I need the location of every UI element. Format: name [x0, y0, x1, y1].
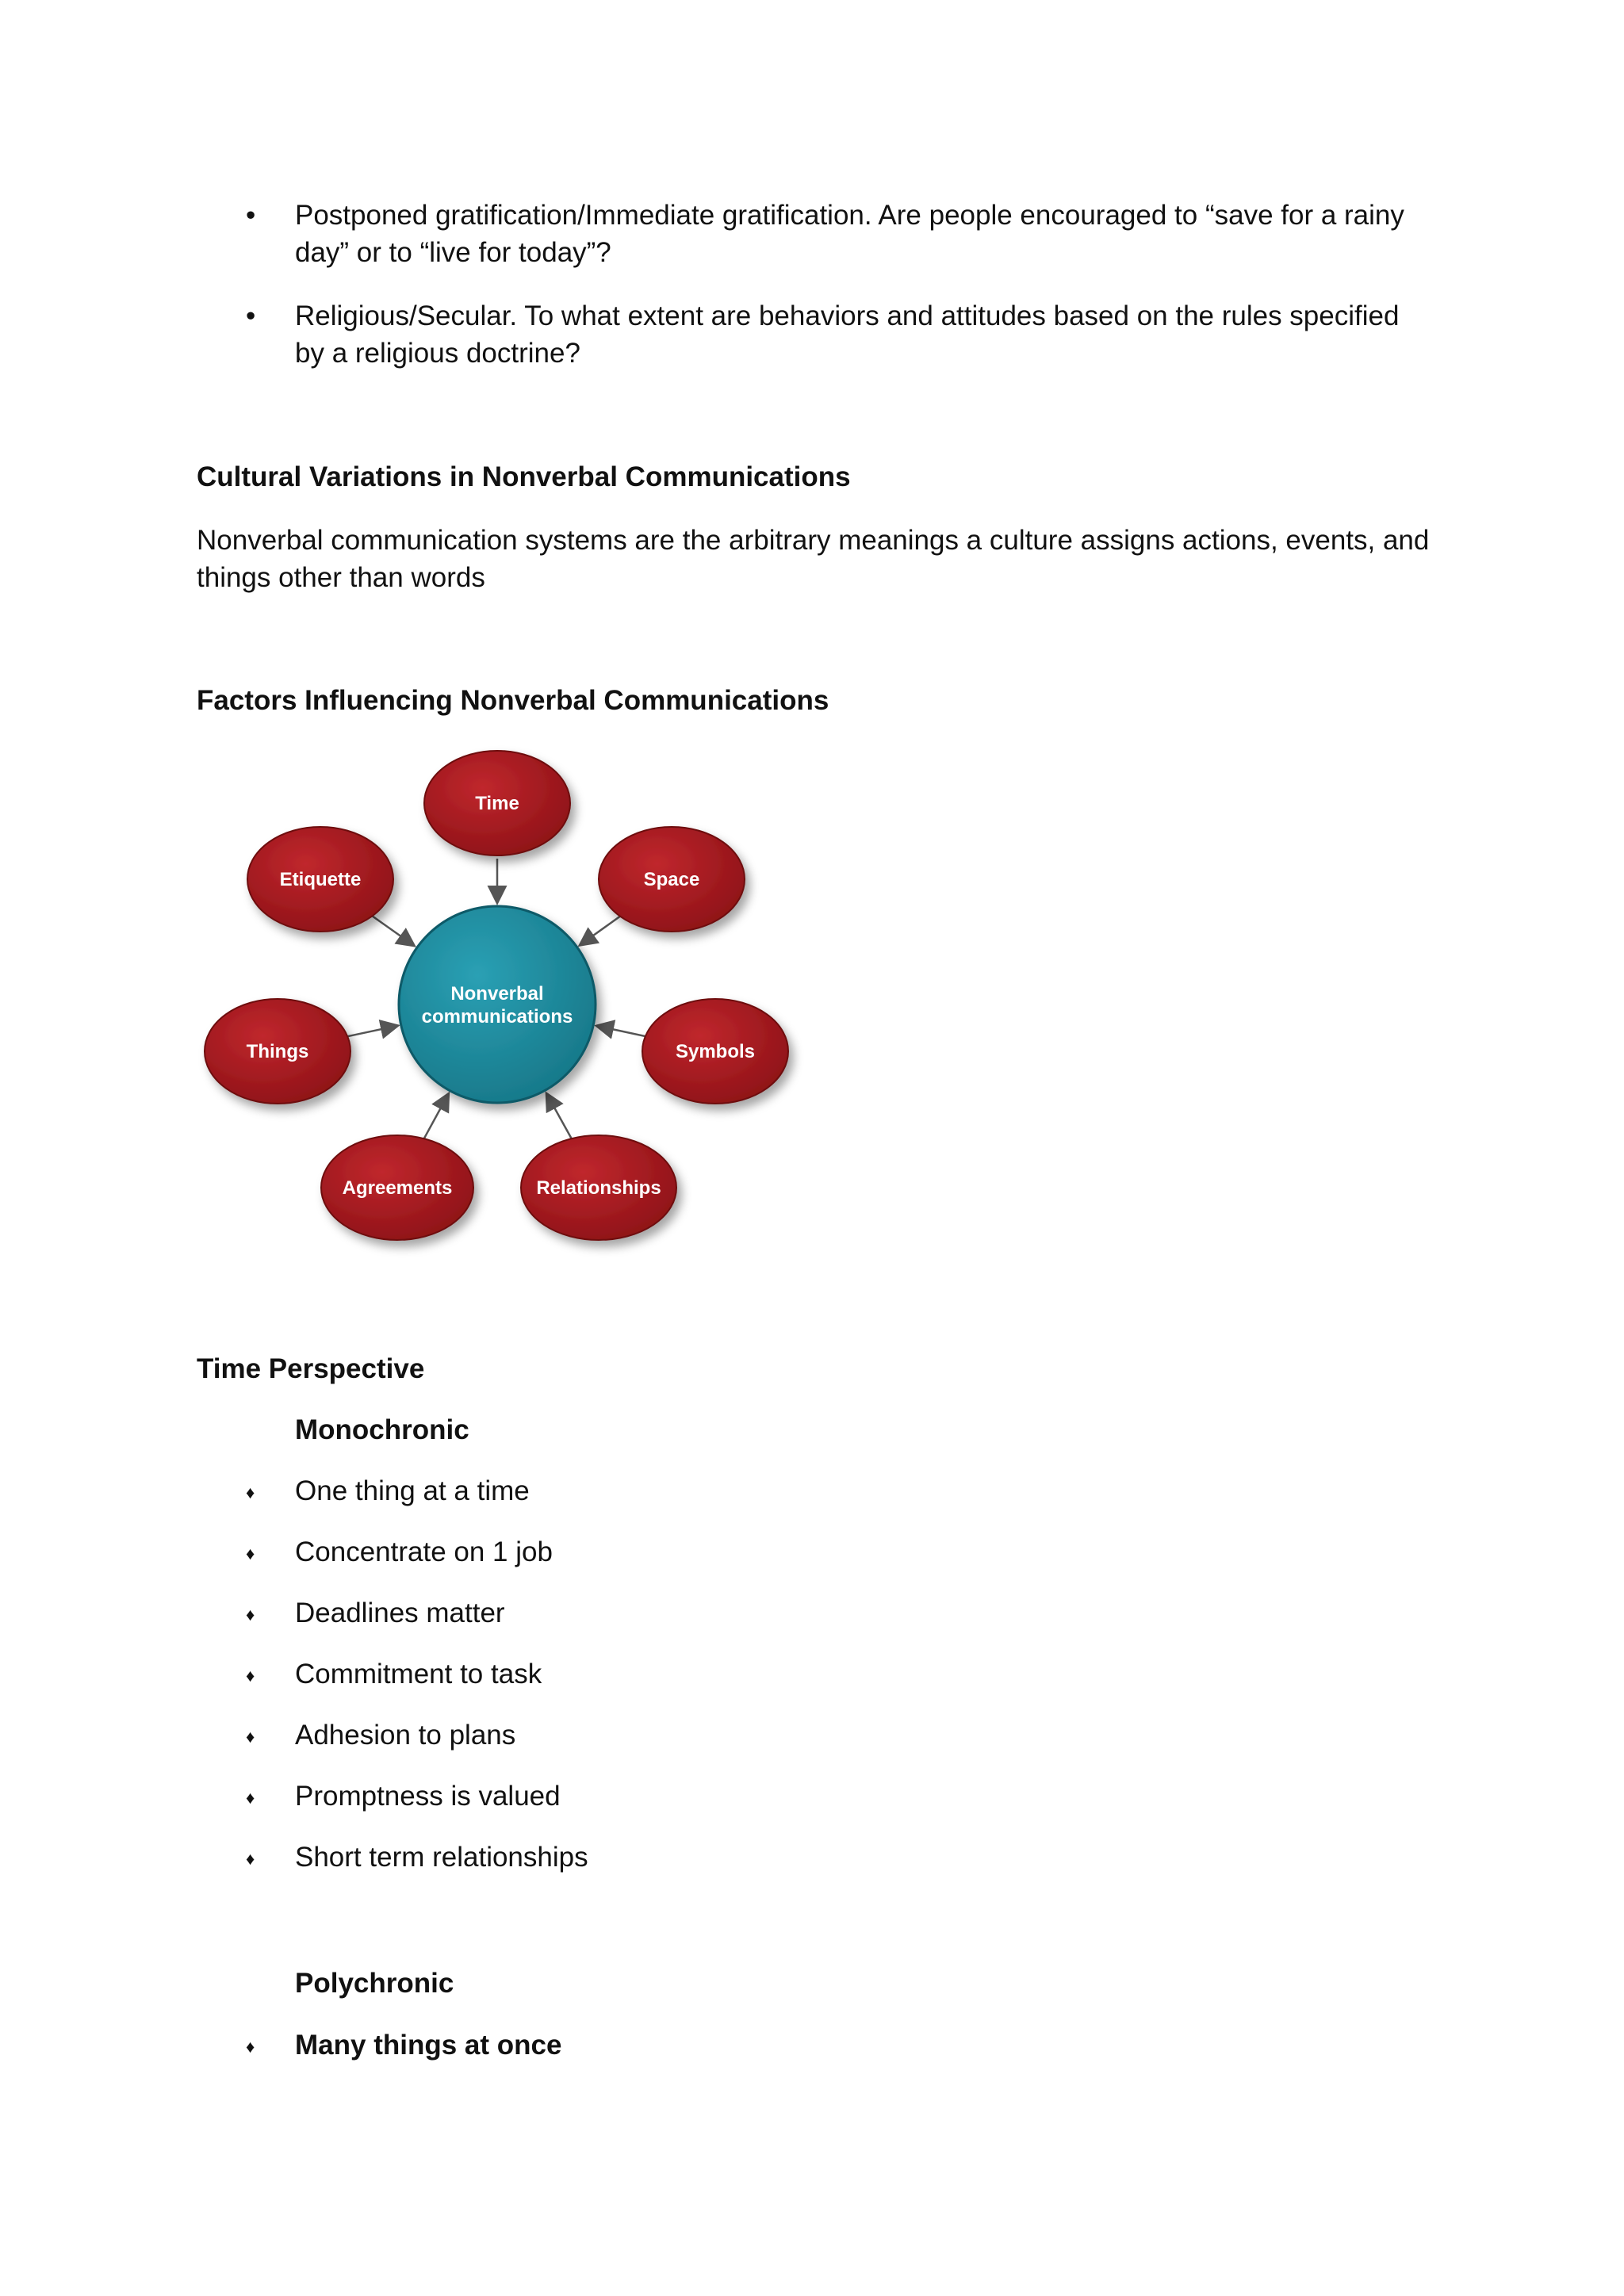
- list-item-text: Many things at once: [295, 2030, 562, 2061]
- diamond-bullet-icon: ♦: [246, 2037, 255, 2057]
- diamond-bullet-icon: ♦: [246, 1483, 255, 1502]
- diamond-bullet-icon: ♦: [246, 1849, 255, 1869]
- node-label-symbols: Symbols: [675, 1041, 756, 1062]
- diagram-node-relationships: [521, 1135, 676, 1240]
- diagram-node-space: [599, 827, 745, 932]
- node-label-etiquette: Etiquette: [279, 869, 362, 890]
- list-item-text: Deadlines matter: [295, 1598, 505, 1628]
- bullet-icon: •: [246, 200, 256, 231]
- list-item: [197, 1655, 1434, 1693]
- bullet-icon: •: [246, 300, 256, 331]
- nonverbal-factors-diagram: [190, 741, 825, 1265]
- list-item-text: Promptness is valued: [295, 1781, 561, 1812]
- monochronic-list: [197, 1472, 1434, 1876]
- section-heading-factors: Factors Influencing Nonverbal Communications: [197, 685, 829, 716]
- node-label-relationships: Relationships: [536, 1177, 661, 1199]
- section-heading-time: Time Perspective: [197, 1353, 425, 1384]
- list-item: [197, 1533, 1434, 1571]
- list-item: [197, 1777, 1434, 1815]
- diagram-center-node: [399, 906, 596, 1103]
- diagram-node-symbols: [642, 999, 788, 1104]
- diamond-bullet-icon: ♦: [246, 1544, 255, 1563]
- center-circle: [399, 906, 596, 1103]
- diagram-node-time: [424, 751, 570, 855]
- list-item-text: Commitment to task: [295, 1659, 542, 1689]
- list-item: [197, 197, 1434, 271]
- node-label-time: Time: [475, 793, 519, 814]
- center-label-line-1: Nonverbal: [450, 983, 544, 1004]
- section-heading-cultural: Cultural Variations in Nonverbal Communications: [197, 461, 851, 492]
- list-item-text: One thing at a time: [295, 1475, 530, 1506]
- list-item: [197, 1594, 1434, 1632]
- list-item-text: Short term relationships: [295, 1842, 588, 1873]
- center-label-line-2: communications: [421, 1006, 573, 1027]
- subheading-polychronic: Polychronic: [295, 1968, 454, 1999]
- node-label-things: Things: [246, 1041, 309, 1062]
- list-item: [197, 2026, 1434, 2064]
- list-item: [197, 1716, 1434, 1754]
- top-bullet-list: [197, 197, 1434, 372]
- arrow-relationships-to-center: [547, 1095, 572, 1139]
- list-item-text: Postponed gratification/Immediate gratification. Are people encouraged to “save for a rainy day” or to “live for today”?: [295, 200, 1404, 268]
- node-label-agreements: Agreements: [342, 1177, 453, 1199]
- list-item-text: Religious/Secular. To what extent are behaviors and attitudes based on the rules specified by a religious doctrine?: [295, 300, 1400, 369]
- diamond-bullet-icon: ♦: [246, 1605, 255, 1624]
- diamond-bullet-icon: ♦: [246, 1727, 255, 1747]
- subheading-monochronic: Monochronic: [295, 1414, 469, 1445]
- diagram-node-etiquette: [247, 827, 393, 932]
- list-item: [197, 1472, 1434, 1510]
- list-item-text: Concentrate on 1 job: [295, 1536, 553, 1567]
- polychronic-list: [197, 2026, 1434, 2064]
- diamond-bullet-icon: ♦: [246, 1788, 255, 1808]
- section-paragraph-cultural: Nonverbal communication systems are the arbitrary meanings a culture assigns actions, events, and things other than words: [197, 525, 1430, 593]
- node-label-space: Space: [643, 869, 700, 890]
- list-item: [197, 297, 1434, 372]
- diagram-node-things: [205, 999, 350, 1104]
- arrow-agreements-to-center: [424, 1095, 448, 1138]
- list-item-text: Adhesion to plans: [295, 1720, 516, 1751]
- diagram-node-agreements: [321, 1135, 473, 1240]
- list-item: [197, 1839, 1434, 1876]
- diamond-bullet-icon: ♦: [246, 1666, 255, 1686]
